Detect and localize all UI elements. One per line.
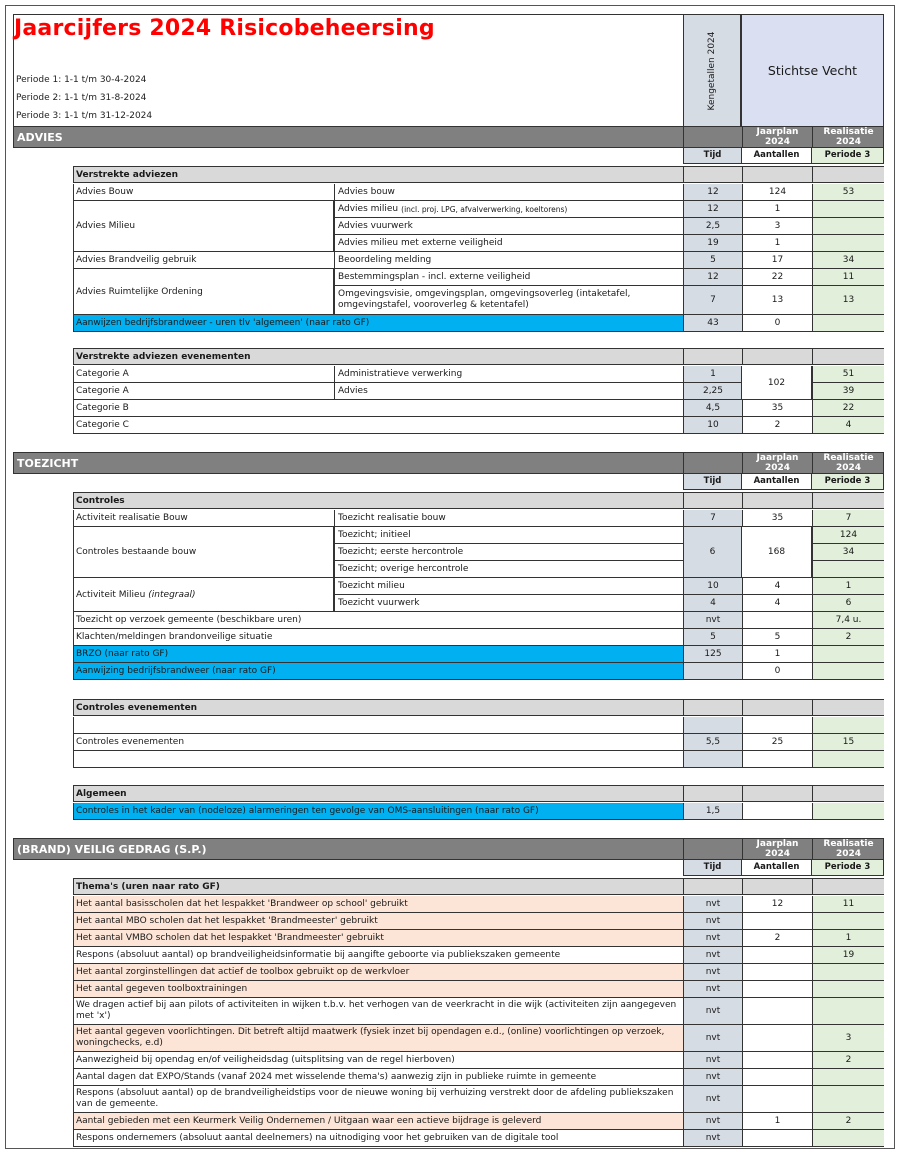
row-label (74, 1130, 683, 1146)
aantal-cell: 35 (742, 510, 812, 526)
table-row (73, 510, 884, 527)
periode-cell: 7 (812, 510, 884, 526)
periode-cell (812, 561, 884, 577)
row-label-text: Het aantal gegeven voorlichtingen. Dit betreft altijd maatwerk (fysiek inzet bij opendagen e.d., (online) voorlichtingen op verzoek, woningchecks, e.d) (76, 1027, 665, 1048)
aantal-cell (742, 803, 812, 819)
periode-cell: 4 (812, 417, 884, 433)
tijd-cell: nvt (683, 947, 742, 963)
tijd-cell (683, 786, 742, 801)
periode-cell: 15 (812, 734, 884, 750)
realisatie-header: Realisatie 2024 (812, 839, 884, 859)
section-toezicht (13, 452, 884, 474)
row-label-text: Het aantal zorginstellingen dat actief de toolbox gebruikt op de werkvloer (76, 967, 410, 977)
row-label-text: We dragen actief bij aan pilots of activiteiten in wijken t.b.v. het verhogen van de veerkracht in die wijk (activiteiten zijn aangegeven met 'x') (76, 1000, 677, 1021)
aantal-cell (742, 717, 812, 733)
row-label-text: Respons (absoluut aantal) op brandveiligheidsinformatie bij aangifte geboorte via publiekszaken gemeente (76, 950, 561, 960)
tijd-header: Tijd (683, 473, 742, 490)
tijd-cell: 2,25 (683, 383, 742, 399)
tijd-blank (683, 453, 742, 473)
row-label-text: Categorie A (76, 386, 129, 396)
periode-cell (812, 201, 884, 217)
periode-cell: 39 (812, 383, 884, 399)
periode-cell (812, 913, 884, 929)
tijd-cell (683, 879, 742, 894)
row-label-text: Aanwijzing bedrijfsbrandweer (naar rato GF) (76, 666, 276, 676)
merged-bestaande-bouw-text: Controles bestaande bouw (76, 547, 197, 557)
row-label (74, 930, 683, 946)
table-row (73, 1069, 884, 1086)
table-row (73, 734, 884, 751)
table-row (73, 1113, 884, 1130)
table-row (73, 629, 884, 646)
row-label-text: Respons ondernemers (absoluut aantal deelnemers) na uitnodiging voor het gebruiken van de digitale tool (76, 1133, 559, 1143)
tijd-cell: 5 (683, 252, 742, 268)
tijd-cell: 1 (683, 366, 742, 382)
periode-cell (812, 1086, 884, 1112)
row-sublabel-text: Advies milieu met externe veiligheid (338, 238, 503, 248)
tijd-cell: nvt (683, 896, 742, 912)
periode-cell (812, 751, 884, 767)
aantal-cell: 124 (742, 184, 812, 200)
region-header: Stichtse Vecht (741, 14, 884, 126)
aantal-cell: 12 (742, 896, 812, 912)
aantal-cell (742, 612, 812, 628)
tijd-cell: 4 (683, 595, 742, 611)
periode-cell: 13 (812, 286, 884, 314)
period-3: Periode 3: 1-1 t/m 31-12-2024 (16, 111, 153, 121)
aantallen-header: Aantallen (741, 859, 812, 876)
tijd-cell: 10 (683, 578, 742, 594)
tijd-cell: nvt (683, 1025, 742, 1051)
row-sublabel (334, 201, 683, 217)
table-row (73, 751, 884, 768)
tijd-cell: 5,5 (683, 734, 742, 750)
periode-cell (812, 315, 884, 331)
tijd-cell: nvt (683, 1069, 742, 1085)
aantallen-header: Aantallen (741, 473, 812, 490)
aantal-cell: 1 (742, 235, 812, 251)
table-row (73, 803, 884, 820)
tijd-header: Tijd (683, 859, 742, 876)
section-veilig-gedrag (13, 838, 884, 860)
row-label-text: Aanwezigheid bij opendag en/of veiligheidsdag (uitsplitsing van de regel hierboven) (76, 1055, 455, 1065)
periode-cell: 124 (812, 527, 884, 543)
row-label (74, 1052, 683, 1068)
merged-ruimtelijke-ordening (73, 269, 334, 315)
row-label-text: Controles in het kader van (nodeloze) alarmeringen ten gevolge van OMS-aansluitingen (naar rato GF) (76, 806, 539, 816)
aantal-cell: 25 (742, 734, 812, 750)
row-label-text: Respons (absoluut aantal) op de brandveiligheidstips voor de nieuwe woning bij verhuizing verstrekt door de afdeling publiekszaken van de gemeente. (76, 1088, 674, 1109)
row-label (74, 1086, 683, 1112)
row-label-text: BRZO (naar rato GF) (76, 649, 169, 659)
row-label (74, 184, 334, 200)
periode-cell (812, 218, 884, 234)
period-1: Periode 1: 1-1 t/m 30-4-2024 (16, 75, 147, 85)
row-label (74, 751, 683, 767)
row-sublabel (334, 561, 683, 577)
tijd-cell: nvt (683, 1113, 742, 1129)
aantal-cell (742, 947, 812, 963)
aantal-cell (742, 1086, 812, 1112)
period-2: Periode 2: 1-1 t/m 31-8-2024 (16, 93, 147, 103)
merged-bestaande-bouw (73, 527, 334, 578)
tijd-cell: 5 (683, 629, 742, 645)
periode-cell (812, 663, 884, 679)
row-sublabel-note: (incl. proj. LPG, afvalverwerking, koeltorens) (401, 204, 568, 214)
aantal-cell: 35 (742, 400, 812, 416)
aantal-cell: 13 (742, 286, 812, 314)
row-label (74, 646, 683, 662)
row-label (74, 896, 683, 912)
row-sublabel-text: Toezicht vuurwerk (338, 598, 420, 608)
periode-cell: 2 (812, 1052, 884, 1068)
row-sublabel (334, 527, 683, 543)
kengetallen-label: Kengetallen 2024 (707, 31, 717, 110)
row-label (74, 964, 683, 980)
tijd-cell (683, 751, 742, 767)
periode-cell (812, 964, 884, 980)
tijd-cell (683, 700, 742, 715)
tijd-cell: 19 (683, 235, 742, 251)
row-sublabel (334, 218, 683, 234)
row-label-text: Categorie A (76, 369, 129, 379)
periode-header: Periode 3 (811, 473, 884, 490)
group-algemeen (73, 785, 884, 802)
row-label (74, 612, 683, 628)
periode-header: Periode 3 (811, 859, 884, 876)
tijd-blank (683, 839, 742, 859)
section-title: (BRAND) VEILIG GEDRAG (S.P.) (17, 843, 207, 856)
aantal-cell: 0 (742, 663, 812, 679)
group-title: Thema's (uren naar rato GF) (76, 881, 220, 892)
periode-cell (812, 879, 884, 894)
row-label (74, 1113, 683, 1129)
tijd-cell: nvt (683, 1130, 742, 1146)
periode-cell (812, 349, 884, 364)
periode-header: Periode 3 (811, 147, 884, 164)
section-advies (13, 126, 884, 148)
group-title: Controles evenementen (76, 702, 198, 713)
tijd-cell: 12 (683, 184, 742, 200)
aantal-cell (742, 1052, 812, 1068)
group-title: Controles (76, 495, 125, 506)
group-verstrekte-adviezen (73, 166, 884, 183)
row-label (74, 252, 334, 268)
tijd-cell: 12 (683, 269, 742, 285)
table-row (73, 252, 884, 269)
periode-cell: 11 (812, 896, 884, 912)
periode-cell (812, 998, 884, 1024)
row-sublabel-text: Bestemmingsplan - incl. externe veiligheid (338, 272, 531, 282)
row-label (74, 998, 683, 1024)
group-adviezen-evenementen (73, 348, 884, 365)
aantal-cell (742, 964, 812, 980)
periode-cell: 34 (812, 544, 884, 560)
merged-aantal-cat-a-text: 102 (767, 377, 786, 388)
tijd-cell: 10 (683, 417, 742, 433)
row-label (74, 510, 334, 526)
tijd-cell: 4,5 (683, 400, 742, 416)
activiteit-milieu-note: (integraal) (148, 589, 196, 600)
row-sublabel (334, 252, 683, 268)
row-label-text: Het aantal basisscholen dat het lespakket 'Brandweer op school' gebruikt (76, 899, 408, 909)
row-label (74, 803, 683, 819)
row-sublabel (334, 595, 683, 611)
table-row (73, 896, 884, 913)
row-sublabel (334, 544, 683, 560)
aantal-cell: 4 (742, 578, 812, 594)
tijd-cell: 125 (683, 646, 742, 662)
tijd-cell: 43 (683, 315, 742, 331)
row-sublabel (334, 578, 683, 594)
table-row (73, 998, 884, 1025)
merged-aantal-bestaande-bouw (741, 527, 812, 578)
row-label-text: Aantal dagen dat EXPO/Stands (vanaf 2024 met wisselende thema's) aanwezig zijn in publieke ruimte in gemeente (76, 1072, 597, 1082)
table-row (73, 1086, 884, 1113)
tijd-cell (683, 167, 742, 182)
aantal-cell (742, 349, 812, 364)
row-sublabel (334, 366, 683, 382)
row-sublabel (334, 269, 683, 285)
periode-cell: 7,4 u. (812, 612, 884, 628)
merged-aantal-bestaande-bouw-text: 168 (767, 547, 786, 557)
table-row (73, 184, 884, 201)
aantal-cell (742, 1025, 812, 1051)
table-row (73, 646, 884, 663)
tijd-cell: nvt (683, 913, 742, 929)
aantal-cell: 0 (742, 315, 812, 331)
periode-cell: 6 (812, 595, 884, 611)
table-row (73, 930, 884, 947)
aantal-cell: 1 (742, 646, 812, 662)
aantal-cell (742, 913, 812, 929)
row-label-text: Aanwijzen bedrijfsbrandweer - uren tlv 'algemeen' (naar rato GF) (76, 318, 370, 328)
table-row (73, 612, 884, 629)
row-label (74, 366, 334, 382)
row-sublabel (334, 383, 683, 399)
tijd-cell: nvt (683, 998, 742, 1024)
row-sublabel-text: Advies bouw (338, 187, 395, 197)
aantal-cell: 1 (742, 201, 812, 217)
merged-advies-milieu (73, 201, 334, 252)
aantal-cell: 4 (742, 595, 812, 611)
group-controles-evenementen (73, 699, 884, 716)
periode-cell (812, 803, 884, 819)
row-label (74, 383, 334, 399)
table-row (73, 315, 884, 332)
jaarplan-header: Jaarplan 2024 (742, 453, 812, 473)
aantal-cell: 22 (742, 269, 812, 285)
row-sublabel (334, 510, 683, 526)
row-sublabel-text: Toezicht; overige hercontrole (338, 564, 469, 574)
row-label-text: Het aantal VMBO scholen dat het lespakket 'Brandmeester' gebruikt (76, 933, 384, 943)
row-label-text: Aantal gebieden met een Keurmerk Veilig Ondernemen / Uitgaan waar een actieve bijdrage is geleverd (76, 1116, 542, 1126)
row-label (74, 629, 683, 645)
row-label-text: Controles evenementen (76, 737, 185, 747)
aantal-cell (742, 700, 812, 715)
row-sublabel-text: Beoordeling melding (338, 255, 432, 265)
row-label-text: Klachten/meldingen brandonveilige situatie (76, 632, 273, 642)
periode-cell (812, 235, 884, 251)
row-sublabel (334, 235, 683, 251)
realisatie-header: Realisatie 2024 (812, 453, 884, 473)
row-sublabel-text: Administratieve verwerking (338, 369, 463, 379)
group-title: Algemeen (76, 788, 127, 799)
tijd-cell (683, 493, 742, 508)
tijd-cell (683, 663, 742, 679)
row-label-text: Activiteit realisatie Bouw (76, 513, 188, 523)
periode-cell: 2 (812, 1113, 884, 1129)
tijd-cell: 7 (683, 510, 742, 526)
aantal-cell (742, 1130, 812, 1146)
merged-tijd-bestaande-bouw-text: 6 (709, 547, 716, 557)
table-row (73, 417, 884, 434)
aantal-cell: 17 (742, 252, 812, 268)
row-sublabel-text: Toezicht realisatie bouw (338, 513, 446, 523)
jaarplan-header: Jaarplan 2024 (742, 839, 812, 859)
periode-cell: 1 (812, 930, 884, 946)
merged-activiteit-milieu (73, 578, 334, 612)
table-row (73, 964, 884, 981)
table-row (73, 400, 884, 417)
aantal-cell: 2 (742, 417, 812, 433)
table-row (73, 717, 884, 734)
merged-aantal-cat-a (741, 366, 812, 400)
group-controles (73, 492, 884, 509)
aantal-cell (742, 751, 812, 767)
periode-cell (812, 717, 884, 733)
tijd-cell: nvt (683, 1086, 742, 1112)
row-label-text: Toezicht op verzoek gemeente (beschikbare uren) (76, 615, 302, 625)
tijd-blank (683, 127, 742, 147)
row-label (74, 400, 683, 416)
row-label-text: Het aantal MBO scholen dat het lespakket 'Brandmeester' gebruikt (76, 916, 378, 926)
tijd-cell: 7 (683, 286, 742, 314)
section-title: ADVIES (17, 131, 63, 144)
tijd-cell: 1,5 (683, 803, 742, 819)
row-label (74, 315, 683, 331)
row-label-text: Advies Brandveilig gebruik (76, 255, 197, 265)
periode-cell: 1 (812, 578, 884, 594)
row-label-text: Categorie C (76, 420, 129, 430)
row-sublabel-text: Toezicht milieu (338, 581, 405, 591)
row-label (74, 913, 683, 929)
tijd-cell (683, 717, 742, 733)
row-label-text: Het aantal gegeven toolboxtrainingen (76, 984, 248, 994)
aantal-cell (742, 786, 812, 801)
tijd-cell: nvt (683, 930, 742, 946)
group-title: Verstrekte adviezen (76, 169, 179, 180)
page-title: Jaarcijfers 2024 Risicobeheersing (14, 16, 435, 41)
aantal-cell (742, 981, 812, 997)
row-sublabel-text: Omgevingsvisie, omgevingsplan, omgevingsoverleg (intaketafel, omgevingstafel, vooroverleg & ketentafel) (338, 289, 631, 310)
periode-cell: 2 (812, 629, 884, 645)
periode-cell (812, 1069, 884, 1085)
periode-cell: 3 (812, 1025, 884, 1051)
table-row (73, 1130, 884, 1147)
tijd-header: Tijd (683, 147, 742, 164)
aantal-cell: 2 (742, 930, 812, 946)
table-row (73, 1052, 884, 1069)
table-row (73, 913, 884, 930)
aantal-cell (742, 998, 812, 1024)
merged-activiteit-milieu-text: Activiteit Milieu (76, 589, 146, 600)
merged-ruimtelijke-ordening-text: Advies Ruimtelijke Ordening (76, 286, 203, 297)
aantal-cell (742, 167, 812, 182)
periode-cell: 22 (812, 400, 884, 416)
aantal-cell: 3 (742, 218, 812, 234)
periode-cell: 11 (812, 269, 884, 285)
aantal-cell: 5 (742, 629, 812, 645)
row-sublabel-text: Advies (338, 386, 368, 396)
row-label (74, 417, 683, 433)
aantal-cell (742, 1069, 812, 1085)
tijd-cell (683, 349, 742, 364)
row-label (74, 1025, 683, 1051)
periode-cell (812, 167, 884, 182)
realisatie-header: Realisatie 2024 (812, 127, 884, 147)
table-row (73, 663, 884, 680)
row-label (74, 981, 683, 997)
row-label-text: Categorie B (76, 403, 129, 413)
tijd-cell: nvt (683, 981, 742, 997)
periode-cell (812, 493, 884, 508)
row-sublabel (334, 184, 683, 200)
row-sublabel-text: Toezicht; initieel (338, 530, 411, 540)
row-label (74, 734, 683, 750)
periode-cell (812, 981, 884, 997)
periode-cell: 34 (812, 252, 884, 268)
merged-advies-milieu-text: Advies Milieu (76, 221, 136, 231)
section-title: TOEZICHT (17, 457, 79, 470)
periode-cell (812, 700, 884, 715)
merged-tijd-bestaande-bouw (683, 527, 742, 578)
group-title: Verstrekte adviezen evenementen (76, 351, 251, 362)
periode-cell: 53 (812, 184, 884, 200)
row-label (74, 663, 683, 679)
tijd-cell: nvt (683, 964, 742, 980)
jaarplan-header: Jaarplan 2024 (742, 127, 812, 147)
row-label (74, 1069, 683, 1085)
table-row (73, 981, 884, 998)
tijd-cell: 2,5 (683, 218, 742, 234)
periode-cell (812, 786, 884, 801)
row-sublabel-text: Advies milieu (338, 204, 399, 214)
periode-cell (812, 1130, 884, 1146)
table-row (73, 947, 884, 964)
periode-cell (812, 646, 884, 662)
group-themas (73, 878, 884, 895)
aantal-cell: 1 (742, 1113, 812, 1129)
kengetallen-header (683, 14, 741, 126)
row-sublabel-text: Toezicht; eerste hercontrole (338, 547, 464, 557)
row-label (74, 717, 683, 733)
tijd-cell: nvt (683, 612, 742, 628)
periode-cell: 51 (812, 366, 884, 382)
aantal-cell (742, 879, 812, 894)
aantallen-header: Aantallen (741, 147, 812, 164)
row-label-text: Advies Bouw (76, 187, 134, 197)
table-row (73, 1025, 884, 1052)
row-sublabel (334, 286, 683, 314)
tijd-cell: nvt (683, 1052, 742, 1068)
tijd-cell: 12 (683, 201, 742, 217)
periode-cell: 19 (812, 947, 884, 963)
row-label (74, 947, 683, 963)
row-sublabel-text: Advies vuurwerk (338, 221, 413, 231)
aantal-cell (742, 493, 812, 508)
